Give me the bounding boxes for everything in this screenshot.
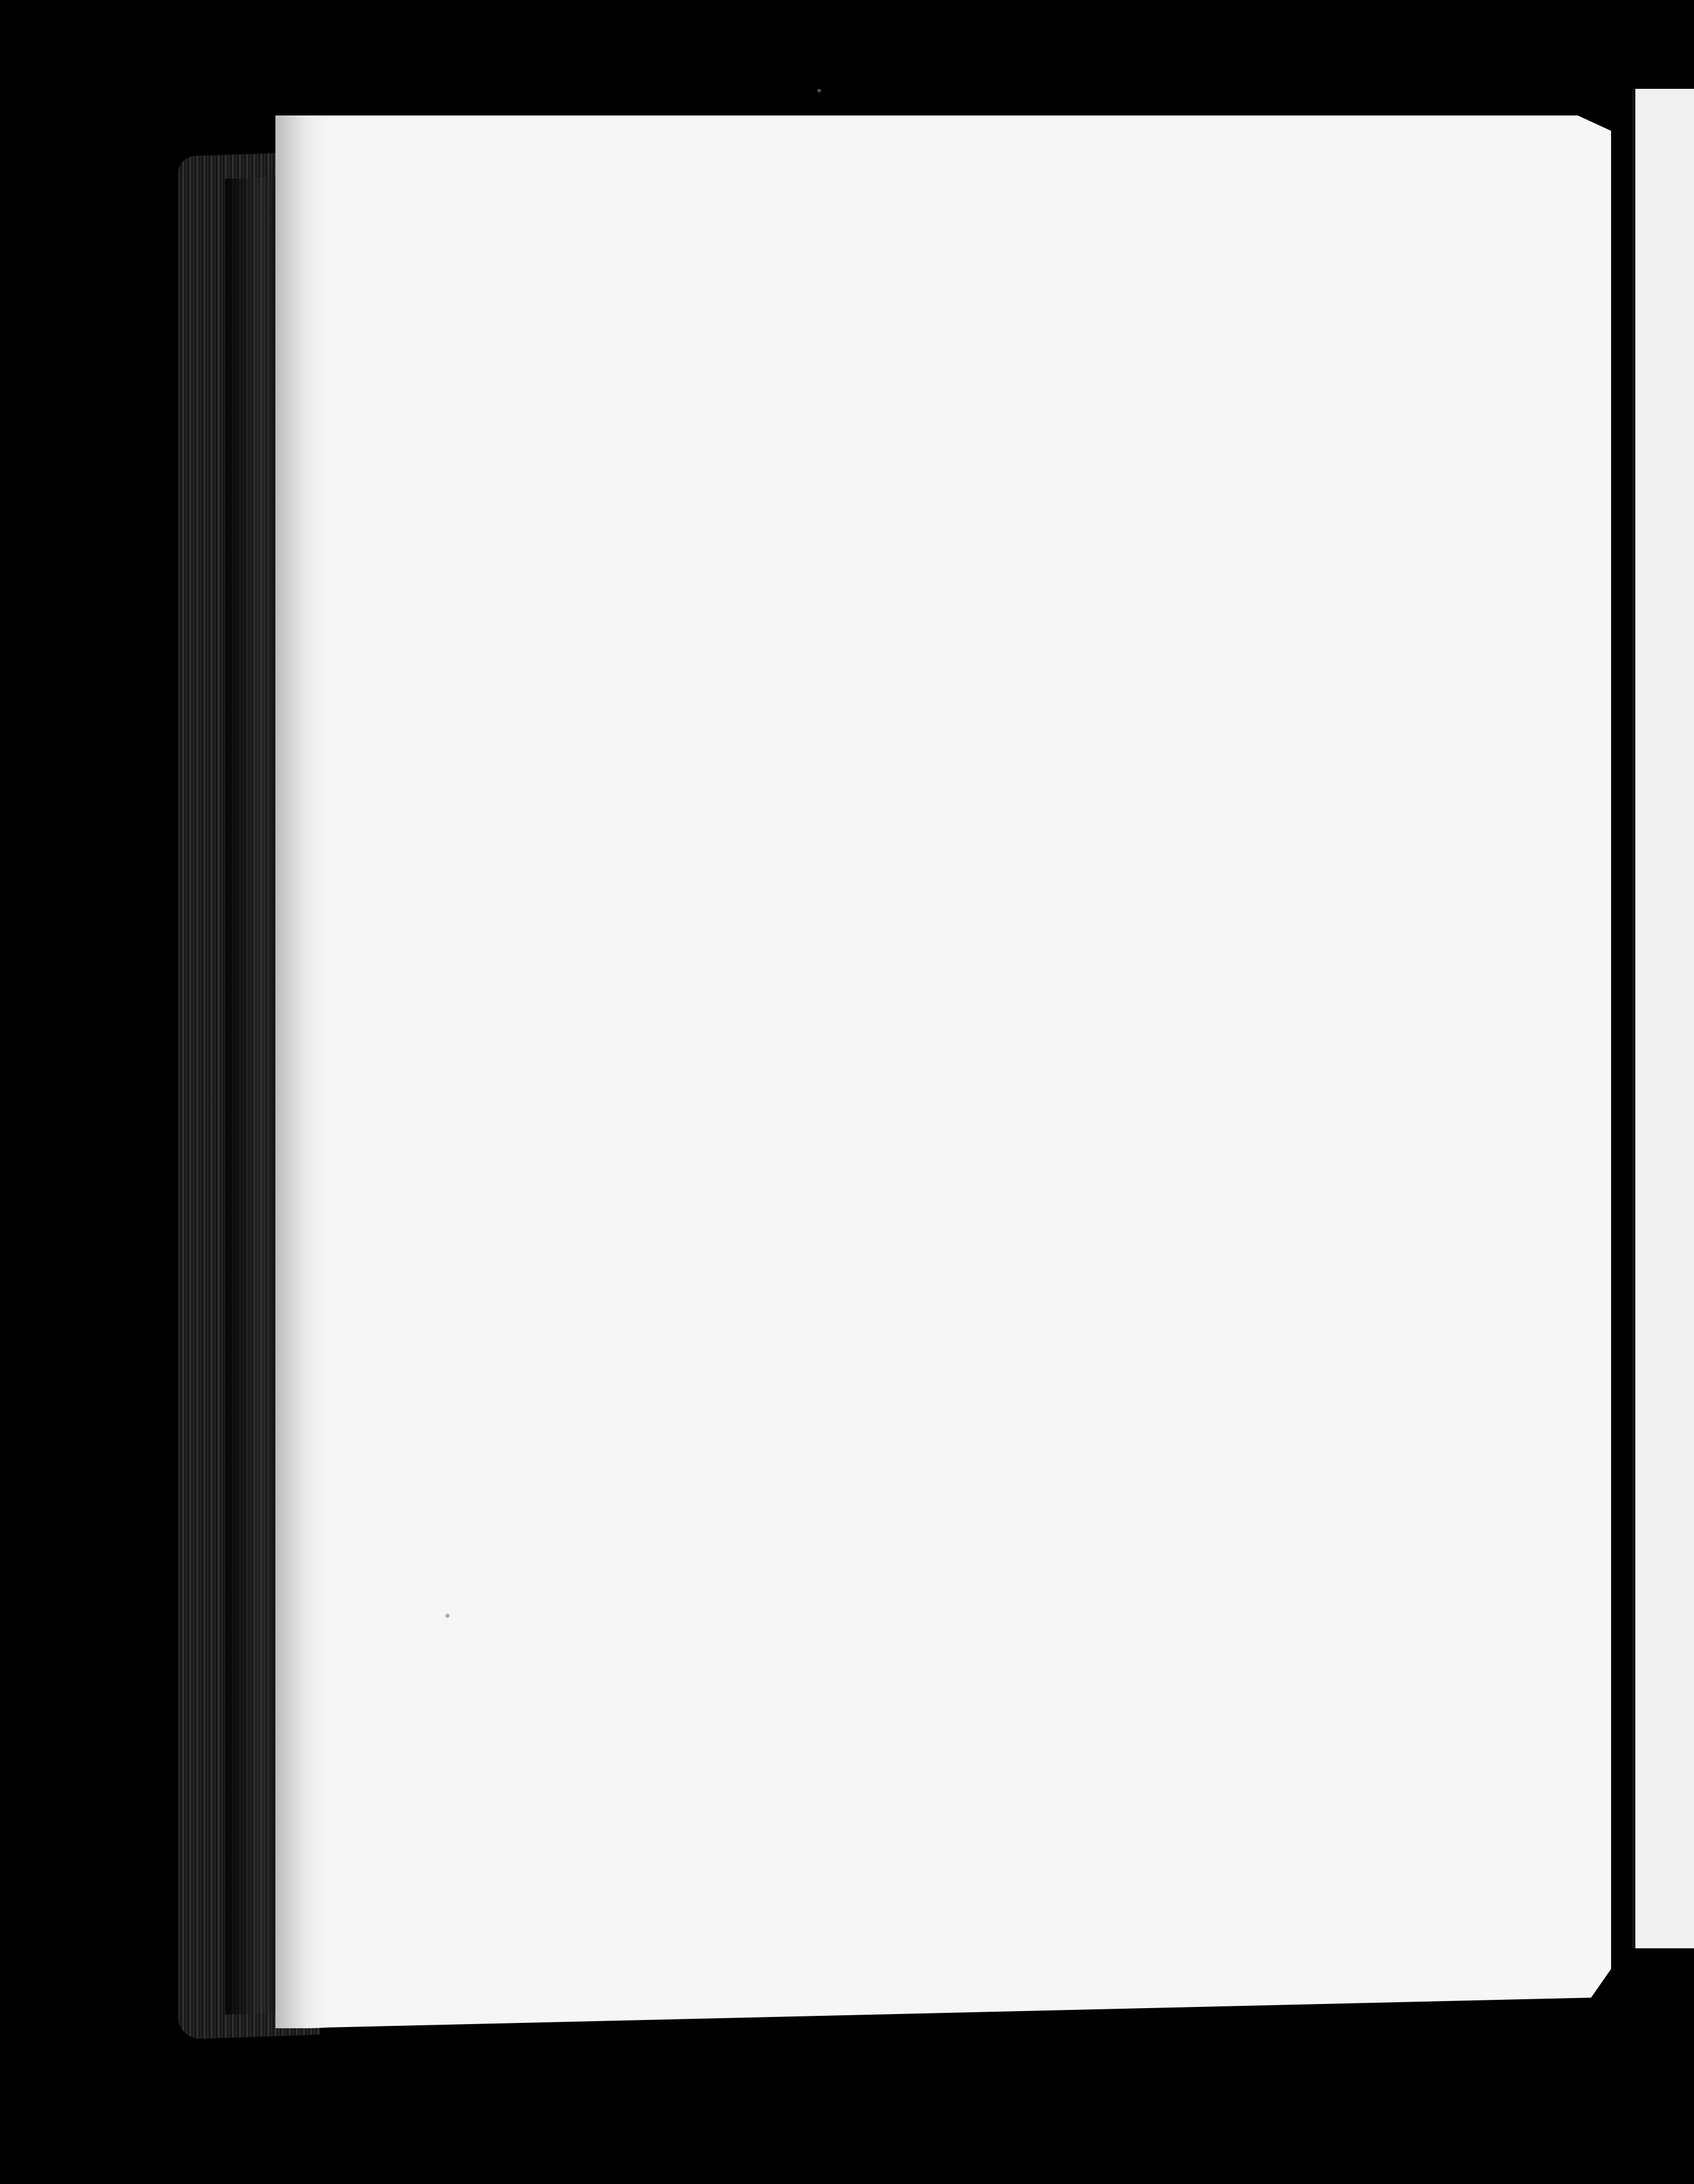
- facing-page: [1632, 89, 1694, 1948]
- scan-speck: [445, 1614, 450, 1618]
- page-gutter-shadow: [275, 115, 329, 2028]
- scan-speck: [817, 89, 821, 92]
- book-page: [275, 115, 1611, 2028]
